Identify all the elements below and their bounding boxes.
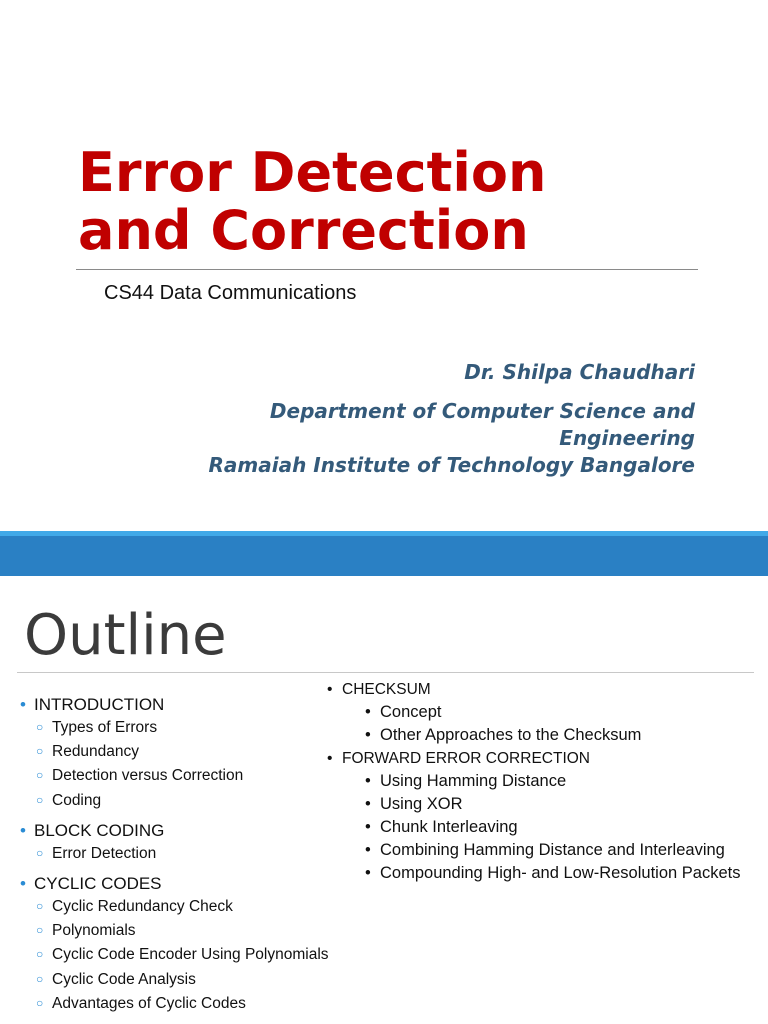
- author-block: [75, 359, 695, 479]
- bullet-icon: •: [20, 820, 26, 840]
- outline-right-column: [327, 678, 767, 885]
- outline-subitem: [327, 839, 767, 862]
- ring-bullet-icon: ○: [36, 971, 44, 986]
- outline-subitem-label: Cyclic Code Encoder Using Polynomials: [52, 946, 329, 964]
- outline-subitem-label: Cyclic Redundancy Check: [52, 898, 233, 916]
- course-subtitle: CS44 Data Communications: [104, 282, 357, 304]
- affiliation-line-1: Department of Computer Science and: [269, 399, 695, 423]
- bullet-icon: •: [327, 681, 333, 698]
- bullet-icon: •: [365, 772, 371, 790]
- outline-item-block-coding: [20, 819, 340, 842]
- outline-subitem-label: Other Approaches to the Checksum: [380, 726, 642, 744]
- slide-separator-band: [0, 536, 768, 576]
- outline-group-block-coding: [20, 819, 340, 866]
- bullet-icon: •: [365, 795, 371, 813]
- outline-subitem: [20, 943, 340, 967]
- bullet-icon: •: [365, 703, 371, 721]
- ring-bullet-icon: ○: [36, 845, 44, 860]
- outline-subitem-label: Cyclic Code Analysis: [52, 970, 196, 988]
- ring-bullet-icon: ○: [36, 947, 44, 962]
- outline-subitem: [20, 842, 340, 866]
- outline-item-checksum: [327, 678, 767, 701]
- outline-item-label: FORWARD ERROR CORRECTION: [342, 750, 590, 767]
- outline-item-forward-error-correction: [327, 747, 767, 770]
- outline-left-column: [20, 693, 340, 1022]
- outline-item-label: CHECKSUM: [342, 681, 431, 698]
- outline-subitem-label: Advantages of Cyclic Codes: [52, 994, 246, 1012]
- ring-bullet-icon: ○: [36, 744, 44, 759]
- outline-subitem: [20, 919, 340, 943]
- outline-subitem: [20, 895, 340, 919]
- ring-bullet-icon: ○: [36, 720, 44, 734]
- outline-subitem: [327, 793, 767, 816]
- title-divider: [76, 269, 698, 270]
- author-name: Dr. Shilpa Chaudhari: [464, 360, 695, 384]
- outline-subitem-label: Concept: [380, 703, 442, 721]
- slide-title-line-1: Error Detection: [78, 141, 547, 204]
- outline-subitem-label: Combining Hamming Distance and Interleaving: [380, 841, 725, 859]
- bullet-icon: •: [365, 818, 371, 836]
- outline-subitem: [20, 740, 340, 764]
- bullet-icon: •: [365, 726, 371, 744]
- outline-subitem: [327, 862, 767, 885]
- ring-bullet-icon: ○: [36, 899, 44, 914]
- outline-group-cyclic-codes: [20, 872, 340, 1016]
- outline-subitem: [20, 968, 340, 992]
- outline-item-label: BLOCK CODING: [34, 820, 165, 840]
- outline-subitem-label: Coding: [52, 791, 102, 809]
- outline-item-label: INTRODUCTION: [34, 695, 165, 714]
- outline-subitem: [20, 789, 340, 813]
- outline-subitem-label: Types of Errors: [52, 719, 158, 736]
- slide-title: [78, 141, 547, 262]
- outline-item-cyclic-codes: [20, 872, 340, 895]
- outline-subitem: [20, 716, 340, 740]
- outline-item-label: CYCLIC CODES: [34, 874, 162, 894]
- outline-subitem: [20, 992, 340, 1016]
- affiliation-line-2: Engineering: [559, 426, 695, 450]
- ring-bullet-icon: ○: [36, 792, 44, 807]
- outline-title: Outline: [24, 603, 227, 668]
- bullet-icon: •: [327, 750, 333, 767]
- outline-subitem-label: Using Hamming Distance: [380, 772, 567, 790]
- outline-subitem-label: Polynomials: [52, 922, 136, 940]
- slide-title-line-2: and Correction: [78, 199, 529, 262]
- outline-subitem: [327, 724, 767, 747]
- outline-subitem: [327, 770, 767, 793]
- outline-subitem-label: Chunk Interleaving: [380, 818, 518, 836]
- outline-subitem-label: Detection versus Correction: [52, 767, 244, 785]
- ring-bullet-icon: ○: [36, 923, 44, 938]
- outline-divider: [17, 672, 754, 673]
- outline-subitem-label: Redundancy: [52, 743, 140, 761]
- outline-subitem-label: Error Detection: [52, 844, 157, 862]
- ring-bullet-icon: ○: [36, 768, 44, 783]
- outline-slide: [0, 576, 768, 1024]
- affiliation-line-3: Ramaiah Institute of Technology Bangalore: [208, 453, 695, 477]
- outline-subitem-label: Using XOR: [380, 795, 463, 813]
- outline-subitem-label: Compounding High- and Low-Resolution Packets: [380, 864, 741, 882]
- bullet-icon: •: [365, 841, 371, 859]
- bullet-icon: •: [365, 864, 371, 882]
- outline-subitem: [327, 816, 767, 839]
- outline-item-introduction: [20, 693, 340, 716]
- bullet-icon: •: [20, 695, 26, 714]
- ring-bullet-icon: ○: [36, 995, 44, 1010]
- outline-group-introduction: [20, 693, 340, 813]
- outline-subitem: [327, 701, 767, 724]
- bullet-icon: •: [20, 874, 26, 894]
- outline-subitem: [20, 764, 340, 788]
